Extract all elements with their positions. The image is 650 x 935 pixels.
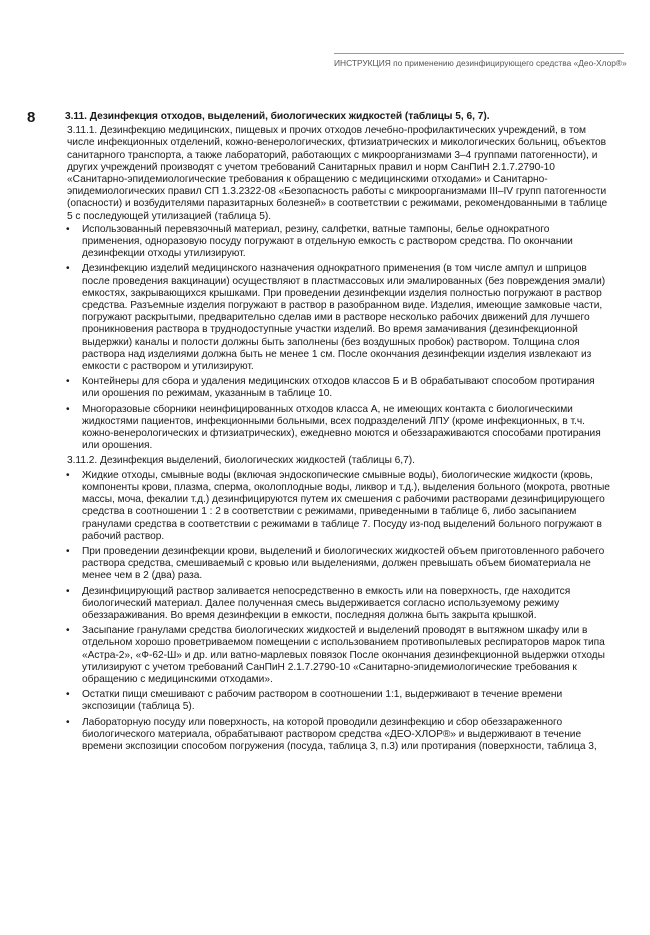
bullet-icon: • — [66, 403, 70, 415]
subsection-heading: 3.11.2. Дезинфекция выделений, биологических жидкостей (таблицы 6,7). — [67, 455, 415, 467]
running-header: ИНСТРУКЦИЯ по применению дезинфицирующего средства «Део-Хлор®» — [334, 58, 627, 68]
bullet-icon: • — [66, 223, 70, 235]
section-heading: 3.11. Дезинфекция отходов, выделений, биологических жидкостей (таблицы 5, 6, 7). — [65, 111, 490, 122]
bullet-icon: • — [66, 545, 70, 557]
list-item: • Дезинфекцию изделий медицинского назначения однократного применения (в том числе ампул и шприцов после проведения вакцинации) осуществляют в пластмассовых или эмалированных (без повреждения эмали) емкостях, закрывающихся крышками. При проведении дезинфекции изделия полностью погружают в раствор средства. Разъемные изделия погружают в раствор в разобранном виде. Изделия, имеющие замковые части, погружают раскрытыми, предварительно сделав ими в растворе несколько рабочих движений для лучшего проникновения раствора в труднодоступные участки изделий. Во время замачивания (дезинфекционной выдержки) каналы и полости должны быть заполнены (без воздушных пробок) раствором. Толщина слоя раствора над изделиями должна быть не менее 1 см. После окончания дезинфекции изделия извлекают из емкости с раствором и утилизируют. — [66, 263, 606, 373]
list-item: • Остатки пищи смешивают с рабочим раствором в соотношении 1:1, выдерживают в течение времени экспозиции (таблица 5). — [66, 689, 563, 713]
list-item: • При проведении дезинфекции крови, выделений и биологических жидкостей объем приготовленного рабочего раствора средства, смешиваемый с кровью или выделениями, должен превышать объем биоматериала не менее чем в 2 (два) раза. — [66, 545, 605, 582]
list-item: • Засыпание гранулами средства биологических жидкостей и выделений проводят в вытяжном шкафу или в отдельном хорошо проветриваемом помещении с использованием противопылевых респираторов марок типа «Астра-2», «Ф-62-Ш» и др. или ватно-марлевых повязок После окончания дезинфекционной выдержки отходы утилизируют с учетом требований СанПиН 2.1.7.2790-10 «Санитарно-эпидемиологические требования к обращению с медицинскими отходами». — [66, 625, 605, 685]
header-rule — [334, 53, 624, 54]
bullet-list-waste — [65, 224, 610, 453]
bullet-icon: • — [66, 716, 70, 728]
bullet-icon: • — [66, 689, 70, 701]
list-item: • Многоразовые сборники неинфицированных отходов класса А, не имеющих контакта с биологическими жидкостями пациентов, инфекционными больными, всех подразделений ЛПУ (кроме инфекционных, в т.ч. кожно-венерологических и фтизиатрических), ежедневно моются и обеззараживаются способами протирания или орошения. — [66, 403, 601, 452]
intro-paragraph: 3.11.1. Дезинфекцию медицинских, пищевых и прочих отходов лечебно-профилактических учреждений, в том числе инфекционных отделений, кожно-венерологических, фтизиатрических и микологических больниц, объектов санитарного транспорта, а также лабораторий, работающих с микроорганизмами 3–4 группами патогенности), и других учреждений производят с учетом требований Санитарных правил и норм СанПиН 2.1.7.2790-10 «Санитарно-эпидемиологические требования к обращению с медицинскими отходами» и Санитарно-эпидемиологических правил СП 1.3.2322-08 «Безопасность работы с микроорганизмами III–IV групп патогенности (опасности) и возбудителями паразитарных болезней» в соответствии с режимами, рекомендованными в таблице 5 с последующей утилизацией (таблица 5). — [67, 125, 608, 222]
bullet-icon: • — [66, 263, 70, 275]
list-item: • Лабораторную посуду или поверхность, на которой проводили дезинфекцию и сбор обеззараженного биологического материала, обрабатывают раствором средства «ДЕО-ХЛОР®» и выдерживают в течение времени экспозиции способом погружения (посуда, таблица 3, п.3) или протирания (поверхности, таблица 3, — [66, 716, 597, 752]
bullet-list-fluids — [65, 470, 610, 753]
bullet-icon: • — [66, 469, 70, 481]
list-item: • Использованный перевязочный материал, резину, салфетки, ватные тампоны, белье однократного применения, одноразовую посуду погружают в отдельную емкость с раствором средства. По окончании дезинфекции отходы утилизируют. — [66, 223, 573, 260]
page-number: 8 — [27, 109, 36, 126]
bullet-icon: • — [66, 625, 70, 637]
list-item: • Контейнеры для сбора и удаления медицинских отходов классов Б и В обрабатывают способом протирания или орошения по режимам, указанным в таблице 10. — [66, 376, 595, 400]
section-content — [65, 111, 610, 756]
bullet-icon: • — [66, 585, 70, 597]
bullet-icon: • — [66, 376, 70, 388]
list-item: • Дезинфицирующий раствор заливается непосредственно в емкость или на поверхность, где находится биологический материал. Далее полученная смесь выдерживается согласно используемому режиму обеззараживания. Во время дезинфекции в емкости, последняя должна быть закрыта крышкой. — [66, 585, 571, 621]
list-item: • Жидкие отходы, смывные воды (включая эндоскопические смывные воды), биологические жидкости (кровь, компоненты крови, плазма, сперма, околоплодные воды, ликвор и т.д.), выделения больного (мокрота, рвотные массы, моча, фекалии т.д.) дезинфицируются путем их смешения с рабочими растворами дезинфицирующего средства в соотношении 1 : 2 в соответствии с режимами, приведенными в таблице 6, либо засыпанием гранулами средства в соответствии с режимами в таблице 7. Посуду из-под выделений больного погружают в рабочий раствор. — [66, 469, 610, 542]
